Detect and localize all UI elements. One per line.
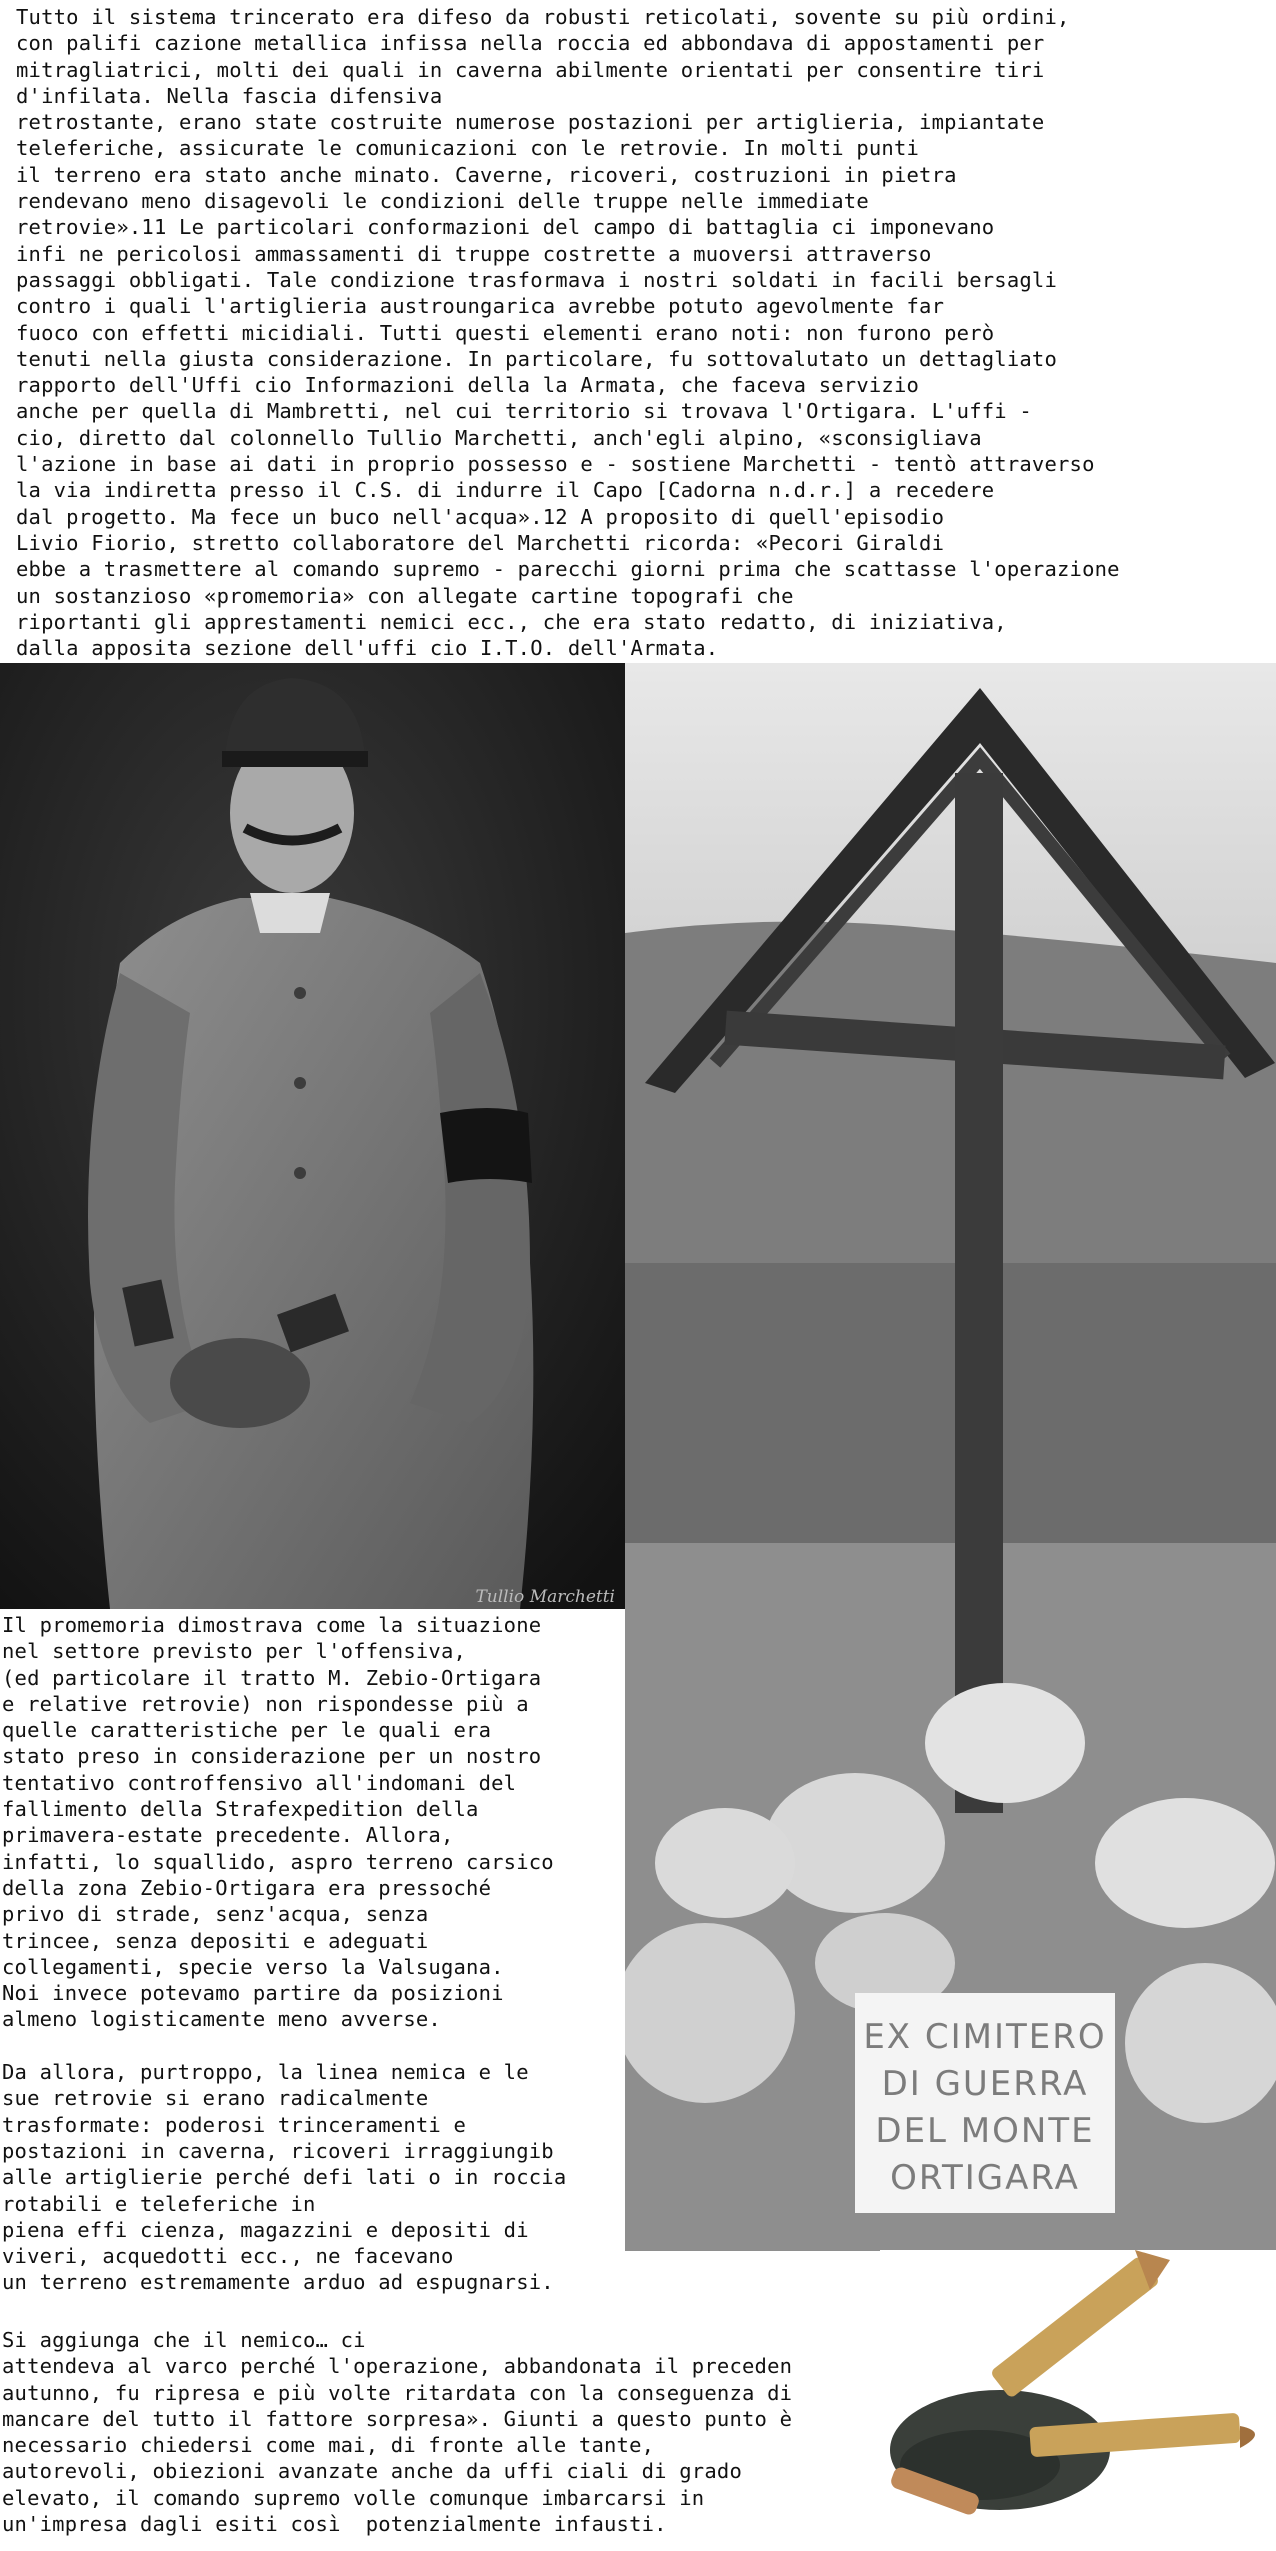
left-column-line: un terreno estremamente arduo ad espugnarsi. — [2, 2270, 554, 2295]
left-column-line: sue retrovie si erano radicalmente — [2, 2086, 429, 2111]
top-paragraph-line: fuoco con effetti micidiali. Tutti questi elementi erano noti: non furono però — [16, 320, 995, 345]
top-paragraph-line: riportanti gli apprestamenti nemici ecc., che era stato redatto, di iniziativa, — [16, 609, 1007, 634]
bottom-paragraph-line: autunno, fu ripresa e più volte ritardata con la conseguenza di — [2, 2380, 793, 2405]
left-column-line: rotabili e teleferiche in — [2, 2191, 316, 2216]
top-paragraph-line: rendevano meno disagevoli le condizioni delle truppe nelle immediate — [16, 189, 869, 214]
officer-portrait-image — [0, 663, 625, 1609]
bottom-paragraph-line: attendeva al varco perché l'operazione, abbandonata il preceden — [2, 2354, 793, 2379]
plaque-line-1: EX CIMITERO — [863, 2017, 1107, 2057]
left-column-line: Noi invece potevamo partire da posizioni — [2, 1981, 504, 2006]
top-paragraph-line: con palifi cazione metallica infissa nella roccia ed abbondava di appostamenti per — [16, 31, 1045, 56]
left-column-line — [2, 2033, 566, 2059]
top-paragraph-line: il terreno era stato anche minato. Caverne, ricoveri, costruzioni in pietra — [16, 162, 957, 187]
left-column-line: nel settore previsto per l'offensiva, — [2, 1639, 467, 1664]
top-paragraph-line: anche per quella di Mambretti, nel cui territorio si trovava l'Ortigara. L'uffi - — [16, 399, 1032, 424]
top-paragraph-line: l'azione in base ai dati in proprio possesso e - sostiene Marchetti - tentò attraverso — [16, 452, 1095, 477]
bullets-photo — [880, 2250, 1276, 2551]
cemetery-cross-photo — [625, 663, 1276, 2251]
top-paragraph-line: teleferiche, assicurate le comunicazioni con le retrovie. In molti punti — [16, 136, 920, 161]
top-paragraph-line: retrovie».11 Le particolari conformazioni del campo di battaglia ci imponevano — [16, 215, 995, 240]
plaque-line-2: DI GUERRA — [881, 2064, 1089, 2104]
left-column-line: almeno logisticamente meno avverse. — [2, 2007, 441, 2032]
top-paragraph-line: cio, diretto dal colonnello Tullio Marchetti, anch'egli alpino, «sconsigliava — [16, 425, 982, 450]
bottom-paragraph-line: necessario chiedersi come mai, di fronte alle tante, — [2, 2433, 655, 2458]
top-paragraph-line: Livio Fiorio, stretto collaboratore del Marchetti ricorda: «Pecori Giraldi — [16, 530, 945, 555]
top-paragraph-line: ebbe a trasmettere al comando supremo - parecchi giorni prima che scattasse l'operazione — [16, 557, 1120, 582]
top-paragraph-line: un sostanzioso «promemoria» con allegate cartine topografi che — [16, 583, 794, 608]
portrait-caption: Tullio Marchetti — [475, 1587, 615, 1607]
top-paragraph-line: passaggi obbligati. Tale condizione trasformava i nostri soldati in facili bersagli — [16, 267, 1057, 292]
bottom-paragraph-line: un'impresa dagli esiti così potenzialmente infausti. — [2, 2512, 667, 2537]
top-paragraph-line: d'infilata. Nella fascia difensiva — [16, 83, 443, 108]
plaque-line-3: DEL MONTE — [875, 2111, 1095, 2151]
left-column-line: trincee, senza depositi e adeguati — [2, 1928, 429, 1953]
left-column-line: stato preso in considerazione per un nostro — [2, 1744, 542, 1769]
bottom-paragraph-line: Si aggiunga che il nemico… ci — [2, 2328, 366, 2352]
left-column-line: piena effi cienza, magazzini e depositi di — [2, 2217, 529, 2242]
bottom-paragraph — [2, 2327, 792, 2537]
top-paragraph — [16, 4, 1120, 661]
left-column-line: tentativo controffensivo all'indomani del — [2, 1770, 517, 1795]
bottom-paragraph-line: mancare del tutto il fattore sorpresa». Giunti a questo punto è — [2, 2406, 793, 2431]
top-paragraph-line: dalla apposita sezione dell'uffi cio I.T.O. dell'Armata. — [16, 636, 719, 661]
left-column-line: Da allora, purtroppo, la linea nemica e le — [2, 2060, 529, 2085]
left-column-line: (ed particolare il tratto M. Zebio-Ortigara — [2, 1665, 542, 1690]
wooden-cross-image — [625, 663, 1276, 2251]
top-paragraph-line: Tutto il sistema trincerato era difeso da robusti reticolati, sovente su più ordini, — [16, 5, 1070, 29]
left-column-line: postazioni in caverna, ricoveri irraggiungib — [2, 2138, 554, 2163]
left-column-line: privo di strade, senz'acqua, senza — [2, 1902, 429, 1927]
left-column-paragraphs — [2, 1612, 566, 2296]
cartridges-image — [880, 2250, 1276, 2551]
left-column-line: viveri, acquedotti ecc., ne facevano — [2, 2244, 454, 2269]
left-column-line: Il promemoria dimostrava come la situazione — [2, 1613, 542, 1637]
left-column-line: collegamenti, specie verso la Valsugana. — [2, 1954, 504, 1979]
portrait-photo — [0, 663, 625, 1609]
left-column-line: e relative retrovie) non rispondesse più a — [2, 1691, 529, 1716]
left-column-line: primavera-estate precedente. Allora, — [2, 1823, 454, 1848]
plaque-line-4: ORTIGARA — [890, 2158, 1080, 2198]
bottom-paragraph-line: autorevoli, obiezioni avanzate anche da uffi ciali di grado — [2, 2459, 742, 2484]
top-paragraph-line: rapporto dell'Uffi cio Informazioni della la Armata, che faceva servizio — [16, 373, 920, 398]
left-column-line: infatti, lo squallido, aspro terreno carsico — [2, 1849, 554, 1874]
top-paragraph-line: la via indiretta presso il C.S. di indurre il Capo [Cadorna n.d.r.] a recedere — [16, 478, 995, 503]
top-paragraph-line: tenuti nella giusta considerazione. In particolare, fu sottovalutato un dettagliato — [16, 346, 1057, 371]
bottom-paragraph-line: elevato, il comando supremo volle comunque imbarcarsi in — [2, 2485, 705, 2510]
top-paragraph-line: infi ne pericolosi ammassamenti di truppe costrette a muoversi attraverso — [16, 241, 932, 266]
left-column-line: trasformate: poderosi trinceramenti e — [2, 2112, 467, 2137]
left-column-line: quelle caratteristiche per le quali era — [2, 1718, 492, 1743]
left-column-line: fallimento della Strafexpedition della — [2, 1797, 479, 1822]
top-paragraph-line: contro i quali l'artiglieria austroungarica avrebbe potuto agevolmente far — [16, 294, 945, 319]
left-column-line: della zona Zebio-Ortigara era pressoché — [2, 1875, 492, 1900]
top-paragraph-line: retrostante, erano state costruite numerose postazioni per artiglieria, impiantate — [16, 110, 1045, 135]
top-paragraph-line: dal progetto. Ma fece un buco nell'acqua».12 A proposito di quell'episodio — [16, 504, 945, 529]
left-column-line: alle artiglierie perché defi lati o in roccia — [2, 2165, 567, 2190]
top-paragraph-line: mitragliatrici, molti dei quali in caverna abilmente orientati per consentire tiri — [16, 57, 1045, 82]
